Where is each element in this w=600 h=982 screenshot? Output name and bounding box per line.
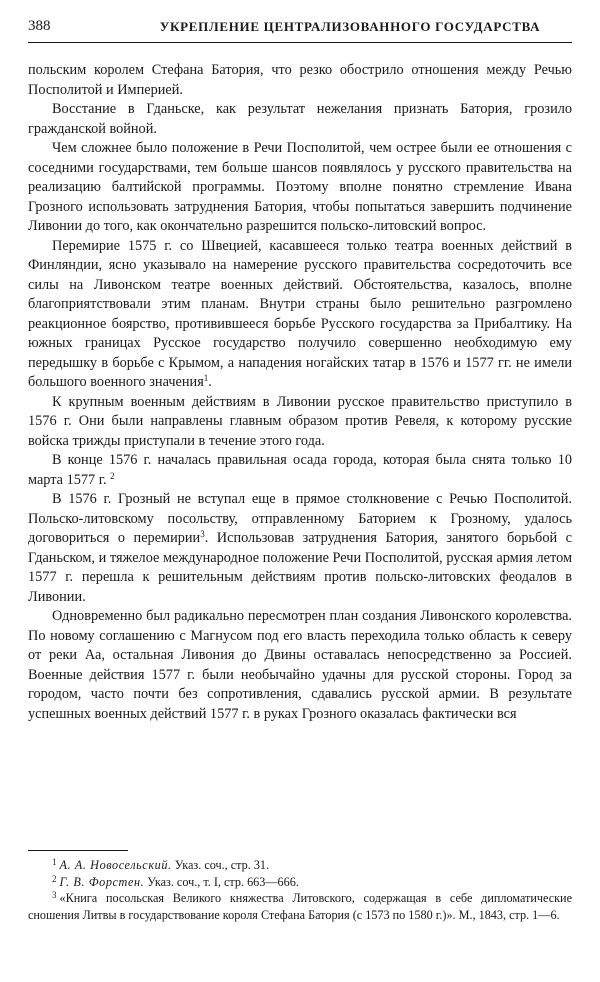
paragraph-5: К крупным военным действиям в Ливонии русское правительство приступило в 1576 г. Они были направлены главным образом против Ревеля, к которому русские войска трижды приступали в течение этого года. xyxy=(28,393,572,449)
paragraph-7-text-a: В 1576 г. Грозный не вступал еще в прямое столкновение с Речью Посполитой. Польско-литовскому посольству, отправленному Баторием к Грозному, удалось договориться о перемирии xyxy=(28,491,572,546)
footnote-ref-1: 1 xyxy=(203,373,209,383)
footnote-divider xyxy=(28,850,128,851)
footnote-1-mark: 1 xyxy=(52,857,57,867)
running-title: УКРЕПЛЕНИЕ ЦЕНТРАЛИЗОВАННОГО ГОСУДАРСТВА xyxy=(159,19,541,34)
footnote-1-author: А. А. Новосельский. xyxy=(59,858,172,872)
footnote-2-author: Г. В. Форстен. xyxy=(59,874,145,889)
paragraph-6-text: В конце 1576 г. началась правильная осада города, которая была снята только 10 марта 1577 г. xyxy=(28,452,572,488)
paragraph-7 xyxy=(28,490,572,607)
footnote-2 xyxy=(28,874,572,891)
paragraph-2: Восстание в Гданьске, как результат нежелания признать Батория, грозило гражданской войной. xyxy=(28,101,572,137)
paragraph-4-text: Перемирие 1575 г. со Швецией, касавшееся только театра военных действий в Финляндии, ясно указывало на намерение русского правительства сосредоточить все силы на Ливонском театре военных действий. Обстоятельства, казалось, вполне благоприятствовали этим планам. Внутри страны было решительно разгромлено реакционное боярство, противившееся борьбе Русского государства за Прибалтику. На южных границах Русское государство получило совершенно необходимую ему передышку в борьбе с Крымом, а нападения ногайских татар в 1576 и 1577 гг. не имели большого военного значения xyxy=(28,237,572,390)
paragraph-6 xyxy=(28,451,572,490)
footnotes xyxy=(28,857,572,923)
paragraph-4 xyxy=(28,237,572,393)
page-number: 388 xyxy=(28,18,51,34)
footnote-1 xyxy=(28,857,572,874)
paragraph-3: Чем сложнее было положение в Речи Посполитой, чем острее были ее отношения с соседними государствами, тем больше шансов появлялось у русского правительства на реализацию балтийской программы. Поэтому вполне понятно стремление Ивана Грозного использовать затруднения Батория, чтобы попытаться завершить подчинение Ливонии до того, как окончательно разрешится польско-литовский вопрос. xyxy=(28,140,572,234)
footnote-3 xyxy=(28,890,572,923)
paragraph-8: Одновременно был радикально пересмотрен план создания Ливонского королевства. По новому соглашению с Магнусом под его власть переходила только область к северу от реки Аа, остальная Ливония до Двины оставалась непосредственно за Россией. Военные действия 1577 г. были необычайно удачны для русской стороны. Город за городом, часто почти без сопротивления, сдавались русской армии. В результате успешных военных действий 1577 г. в руках Грозного оказалась фактически вся xyxy=(28,608,572,722)
footnote-2-text: Указ. соч., т. I, стр. 663—666. xyxy=(147,874,299,889)
footnote-1-text: Указ. соч., стр. 31. xyxy=(174,858,270,872)
footnote-3-text: «Книга посольская Великого княжества Литовского, содержащая в себе дипломатические сношения Литвы в государствование короля Стефана Батория (с 1573 по 1580 г.)». М., 1843, стр. 1—6. xyxy=(28,891,572,922)
footnote-3-mark: 3 xyxy=(52,890,57,900)
footnote-ref-3: 3 xyxy=(200,529,205,539)
paragraph-4-end: . xyxy=(208,374,212,390)
footnote-2-mark: 2 xyxy=(52,873,57,884)
main-text xyxy=(28,61,572,724)
paragraph-1: польским королем Стефана Батория, что резко обострило отношения между Речью Посполитой и Империей. xyxy=(28,62,572,98)
paragraph-7-text-b: . Использовав затруднения Батория, занятого борьбой с Гданьском, и тяжелое международное положение Речи Посполитой, русская армия летом 1577 г. перешла к решительным действиям против польско-литовских феодалов в Ливонии. xyxy=(28,530,572,605)
footnote-ref-2: 2 xyxy=(110,470,115,481)
page-header xyxy=(28,16,572,43)
